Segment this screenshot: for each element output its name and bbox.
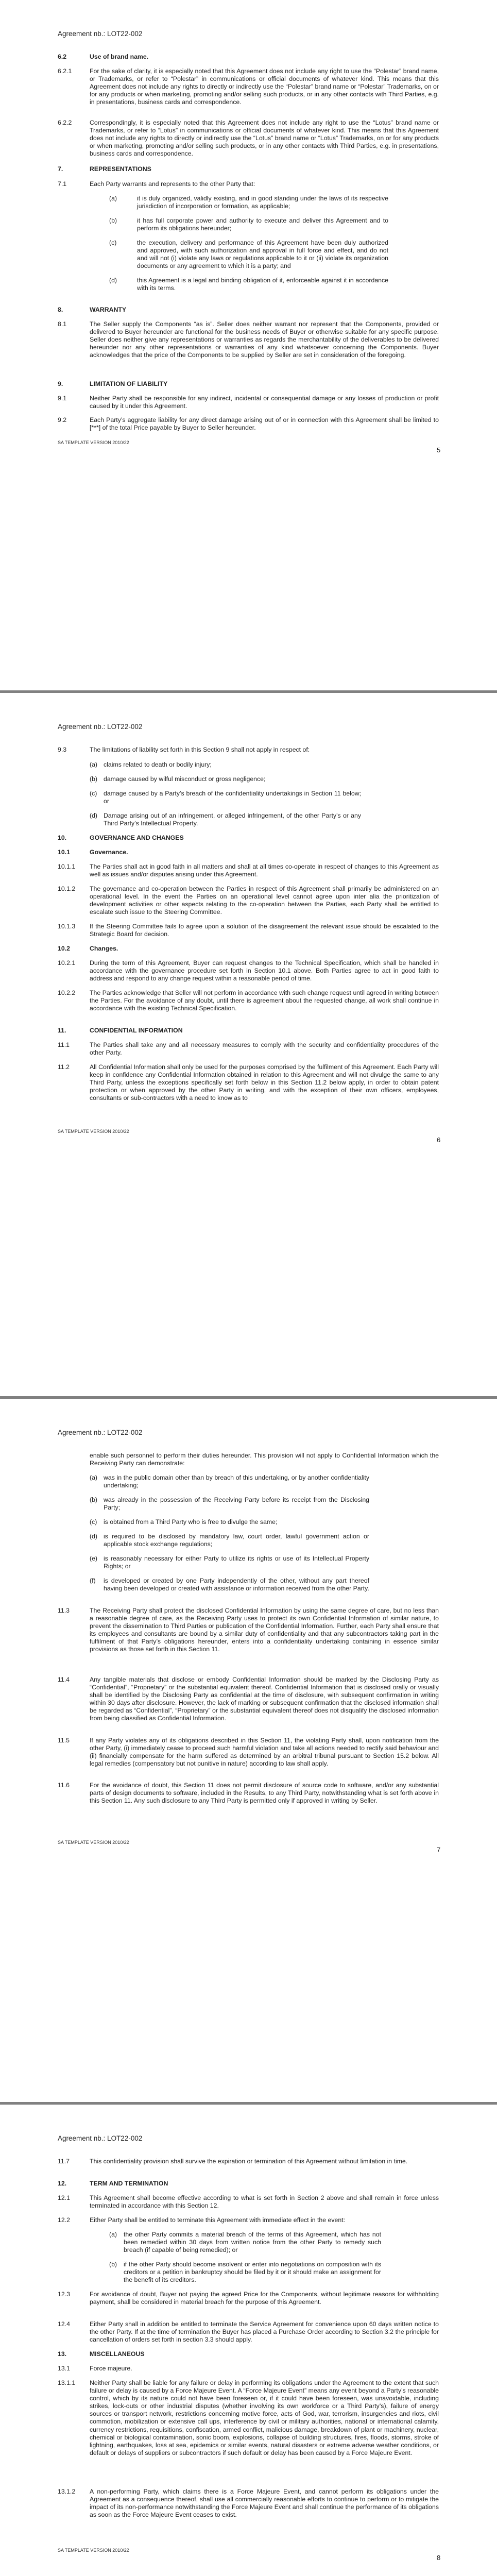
list-item-text: claims related to death or bodily injury; — [104, 761, 212, 768]
clause-text: Correspondingly, it is especially noted that this Agreement does not include any right to use the “Lotus” brand name or Trademarks, or refer to “Lotus” in communications or official documents of whatever kind. This means that this Agreement does not include any rights to directly or indirectly use the “Lotus” brand name or “Lotus” Trademarks, on or for any products or when marketing, promoting and/or selling such products, or in any other contacts with Third Parties, e.g. in presentations, business cards and correspondence. — [90, 119, 439, 158]
section-number: 8. — [58, 306, 63, 313]
section-number: 6.2 — [58, 53, 67, 60]
clause-text: The Parties acknowledge that Seller will not perform in accordance with such change request until agreed in writing between the Parties. For the avoidance of any doubt, until there is agreement about the requested change, all work shall continue in accordance with the existing Technical Specification. — [90, 989, 439, 1012]
section-number: 7.1 — [58, 180, 67, 188]
section-heading: Governance. — [90, 849, 128, 856]
list-marker: (a) — [90, 1474, 98, 1481]
section-number: 11.5 — [58, 1737, 70, 1744]
list-item-text: is developed or created by one Party independently of the other, without any part thereof having been developed or created with assistance or information received from the other Party. — [104, 1577, 369, 1592]
section-number: 12.2 — [58, 2216, 70, 2224]
list-marker: (d) — [90, 812, 98, 819]
section-heading: Use of brand name. — [90, 53, 149, 60]
clause-text: enable such personnel to perform their duties hereunder. This provision will not apply to Confidential Information which the Receiving Party can demonstrate: — [90, 1452, 439, 1467]
clause-text: The governance and co-operation between the Parties in respect of this Agreement shall primarily be administered on an operational level. In the event the Parties on an operational level cannot agree upon inter alia the prioritization of development activities or other aspects relating to the co-operation between the Parties, each Party shall be entitled to escalate such issue to the Steering Committee. — [90, 885, 439, 916]
clause-text: A non-performing Party, which claims there is a Force Majeure Event, and cannot perform its obligations under the Agreement as a consequence thereof, shall use all commercially reasonable efforts to continue to perform or to mitigate the impact of its non-performance notwithstanding the Force Majeure Event and shall continue the performance of its obligations as soon as the Force Majeure Event ceases to exist. — [90, 2488, 439, 2519]
clause-text: The Receiving Party shall protect the disclosed Confidential Information by using the same degree of care, but no less than a reasonable degree of care, as the Receiving Party uses to protect its own Confidential Information of similar nature, to prevent the dissemination to Third Parties or publication of the Confidential Information. Further, each Party shall ensure that its employees and consultants are bound by a similar duty of confidentiality and that any subcontractors taking part in the fulfilment of that Party’s obligations hereunder, enters into a confidentiality undertaking containing in essence similar provisions as those set forth in this Section 11. — [90, 1607, 439, 1653]
clause-text: Neither Party shall be responsible for any indirect, incidental or consequential damage or any losses of production or profit caused by it under this Agreement. — [90, 395, 439, 410]
list-item-text: was already in the possession of the Receiving Party before its receipt from the Disclosing Party; — [104, 1496, 369, 1512]
section-number: 9. — [58, 380, 63, 387]
section-heading: TERM AND TERMINATION — [90, 2180, 168, 2187]
clause-text: The Parties shall act in good faith in all matters and shall at all times co-operate in respect of changes to this Agreement as well as issues and/or disputes arising under this Agreement. — [90, 863, 439, 878]
list-marker: (d) — [90, 1533, 98, 1540]
list-item-text: damage caused by a Party’s breach of the confidentiality undertakings in Section 11 below; or — [104, 790, 361, 805]
section-number: 10.1.3 — [58, 923, 76, 930]
section-number: 13.1.2 — [58, 2488, 76, 2495]
section-heading: GOVERNANCE AND CHANGES — [90, 834, 184, 841]
section-number: 11.4 — [58, 1676, 70, 1683]
section-number: 6.2.1 — [58, 67, 72, 75]
section-number: 11.6 — [58, 1782, 70, 1789]
section-number: 10. — [58, 834, 67, 841]
clause-text: For the avoidance of doubt, this Section 11 does not permit disclosure of source code to software, and/or any substantial parts of design documents to software, included in the Results, to any Third Party, notwithstanding what is set forth above in this Section 11. Any such disclosure to any Third Party is permitted only if approved in writing by Seller. — [90, 1782, 439, 1805]
list-item-text: is obtained from a Third Party who is free to divulge the same; — [104, 1518, 278, 1526]
list-marker: (b) — [90, 1496, 98, 1503]
list-marker: (a) — [109, 2231, 117, 2238]
document-page — [0, 0, 497, 690]
list-marker: (e) — [90, 1555, 98, 1562]
section-number: 11.1 — [58, 1041, 70, 1048]
section-heading: MISCELLANEOUS — [90, 2350, 145, 2358]
clause-text: If the Steering Committee fails to agree upon a solution of the disagreement the relevant issue should be escalated to the Strategic Board for decision. — [90, 923, 439, 938]
list-marker: (c) — [90, 790, 97, 797]
section-number: 12.4 — [58, 2320, 70, 2328]
agreement-number-header: Agreement nb.: LOT22-002 — [58, 723, 143, 731]
template-version-footer: SA TEMPLATE VERSION 2010/22 — [58, 2548, 129, 2553]
section-number: 13.1 — [58, 2365, 70, 2372]
list-item-text: is reasonably necessary for either Party to utilize its rights or use of its Intellectual Property Rights; or — [104, 1555, 369, 1570]
clause-text: If any Party violates any of its obligations described in this Section 11, the violating Party shall, upon notification from the other Party, (i) immediately cease to proceed such harmful violation and take all actions needed to rectify said behaviour and (ii) financially compensate for the harm suffered as determined by an arbitral tribunal pursuant to Section 15.2 below. All legal remedies (compensatory but not punitive in nature) according to law shall apply. — [90, 1737, 439, 1768]
section-number: 11.7 — [58, 2158, 70, 2165]
clause-text: The Seller supply the Components “as is”. Seller does neither warrant nor represent that the Components, provided or delivered to Buyer hereunder are functional for the business needs of Buyer or otherwise suitable for any specific purpose. Seller does neither give any representations or warranties as regards the merchantability of the deliverables to be delivered hereunder nor any other representations or warranties of any kind whatsoever concerning the Components. Buyer acknowledges that the price of the Components to be supplied by Seller are set in consideration of the foregoing. — [90, 320, 439, 359]
clause-text: All Confidential Information shall only be used for the purposes comprised by the fulfilment of this Agreement. Each Party will keep in confidence any Confidential Information obtained in relation to this Agreement and will not divulge the same to any Third Party, unless the exceptions specifically set forth below in this Section 11.2 below apply, in order to obtain patent protection or when approved by the other Party in writing, and with the exception of their own officers, employees, consultants or sub-contractors with a need to know as to — [90, 1063, 439, 1102]
section-number: 10.1.1 — [58, 863, 76, 870]
section-heading: REPRESENTATIONS — [90, 165, 151, 173]
list-marker: (a) — [90, 761, 98, 768]
clause-text: Each Party’s aggregate liability for any direct damage arising out of or in connection with this Agreement shall be limited to [***] of the total Price payable by Buyer to Seller hereunder. — [90, 416, 439, 432]
section-heading: WARRANTY — [90, 306, 127, 313]
section-number: 13. — [58, 2350, 67, 2358]
clause-text: This Agreement shall become effective according to what is set forth in Section 2 above and shall remain in force unless terminated in accordance with this Section 12. — [90, 2194, 439, 2210]
agreement-number-header: Agreement nb.: LOT22-002 — [58, 30, 143, 38]
section-number: 7. — [58, 165, 63, 173]
clause-text: For the sake of clarity, it is especially noted that this Agreement does not include any right to use the “Polestar” brand name, or Trademarks, or refer to “Polestar” in communications or official documents of whatever kind. This means that this Agreement does not include any rights to directly or indirectly use the “Polestar” brand name or “Polestar” Trademarks, on or for any products or when marketing, promoting and/or selling such products, or in any other contacts with Third Parties, e.g. in presentations, business cards and correspondence. — [90, 67, 439, 106]
page-number: 7 — [437, 1846, 441, 1854]
list-marker: (c) — [109, 239, 117, 246]
section-heading: Changes. — [90, 945, 118, 952]
list-item-text: it is duly organized, validly existing, and in good standing under the laws of its respective jurisdiction of incorporation or formation, as applicable; — [137, 195, 388, 210]
section-number: 11. — [58, 1027, 66, 1034]
section-number: 8.1 — [58, 320, 67, 328]
template-version-footer: SA TEMPLATE VERSION 2010/22 — [58, 1840, 129, 1845]
list-item-text: was in the public domain other than by breach of this undertaking, or by another confidentiality undertaking; — [104, 1474, 369, 1489]
document-page — [0, 1399, 497, 2102]
section-number: 9.1 — [58, 395, 67, 402]
list-item-text: it has full corporate power and authority to execute and deliver this Agreement and to perform its obligations hereunder; — [137, 217, 388, 232]
section-number: 12. — [58, 2180, 67, 2187]
section-number: 12.3 — [58, 2291, 70, 2298]
list-item-text: the other Party commits a material breach of the terms of this Agreement, which has not been remedied within 30 days from written notice from the other Party to remedy such breach (if capable of being remedied); or — [124, 2231, 381, 2254]
section-number: 6.2.2 — [58, 119, 72, 126]
clause-text: For avoidance of doubt, Buyer not paying the agreed Price for the Components, without legitimate reasons for withholding payment, shall be considered in material breach for the purpose of this Agreement. — [90, 2291, 439, 2306]
template-version-footer: SA TEMPLATE VERSION 2010/22 — [58, 1129, 129, 1134]
clause-text: Neither Party shall be liable for any failure or delay in performing its obligations under the Agreement to the extent that such failure or delay is caused by a Force Majeure Event. A “Force Majeure Event” means any event beyond a Party’s reasonable control, which by its nature could not have been foreseen or, if it could have been foreseen, was unavoidable, including strikes, lock-outs or other industrial disputes (whether involving its own workforce or a Third Party’s), failure of energy sources or transport network, restrictions concerning motive force, acts of God, war, terrorism, insurgencies and riots, civil commotion, mobilization or extensive call ups, interference by civil or military authorities, national or international calamity, currency restrictions, requisitions, confiscation, armed conflict, malicious damage, breakdown of plant or machinery, nuclear, chemical or biological contamination, sonic boom, explosions, collapse of building structures, fires, floods, storms, stroke of lightning, earthquakes, loss at sea, epidemics or similar events, natural disasters or extreme adverse weather conditions, or default or delays of suppliers or subcontractors if such default or delay has been caused by a Force Majeure Event. — [90, 2379, 439, 2456]
list-marker: (b) — [109, 2261, 117, 2268]
clause-text: Either Party shall in addition be entitled to terminate the Service Agreement for convenience upon 60 days written notice to the other Party. If at the time of termination the Buyer has placed a Purchase Order according to Section 3.2 the principle for cancellation of orders set forth in section 3.3 should apply. — [90, 2320, 439, 2344]
section-number: 10.2.2 — [58, 989, 76, 996]
section-heading: Force majeure. — [90, 2365, 132, 2372]
list-marker: (c) — [90, 1518, 97, 1526]
section-number: 9.3 — [58, 746, 67, 753]
template-version-footer: SA TEMPLATE VERSION 2010/22 — [58, 440, 129, 445]
section-number: 10.2 — [58, 945, 70, 952]
page-number: 8 — [437, 2554, 441, 2562]
section-number: 11.3 — [58, 1607, 70, 1614]
section-number: 11.2 — [58, 1063, 70, 1071]
list-item-text: Damage arising out of an infringement, or alleged infringement, of the other Party’s or any Third Party’s Intellectual Property. — [104, 812, 361, 827]
document-page — [0, 2105, 497, 2576]
section-number: 10.1 — [58, 849, 70, 856]
section-number: 10.2.1 — [58, 959, 76, 967]
agreement-number-header: Agreement nb.: LOT22-002 — [58, 1429, 143, 1436]
list-marker: (d) — [109, 277, 117, 284]
list-marker: (b) — [109, 217, 117, 224]
clause-text: Any tangible materials that disclose or embody Confidential Information should be marked by the Disclosing Party as “Confidential”, “Proprietary” or the substantial equivalent thereof. Confidential Information that is disclosed orally or visually shall be identified by the Disclosing Party as confidential at the time of disclosure, with subsequent confirmation in writing within 30 days after disclosure. However, the lack of marking or subsequent confirmation that the disclosed information shall be regarded as “Confidential”, “Proprietary” or the substantial equivalent thereof does not disqualify the disclosed information from being classified as Confidential Information. — [90, 1676, 439, 1722]
clause-text: During the term of this Agreement, Buyer can request changes to the Technical Specification, which shall be handled in accordance with the governance procedure set forth in Section 10.1 above. Both Parties agree to act in good faith to address and respond to any change request within a reasonable period of time. — [90, 959, 439, 982]
list-item-text: if the other Party should become insolvent or enter into negotiations on composition with its creditors or a petition in bankruptcy should be filed by it or it should make an assignment for the benefit of its creditors. — [124, 2261, 381, 2284]
list-item-text: the execution, delivery and performance of this Agreement have been duly authorized and approved, with such authorization and approval in full force and effect, and do not and will not (i) violate any laws or regulations applicable to it or (ii) violate its organization documents or any agreement to which it is a party; and — [137, 239, 388, 270]
list-item-text: damage caused by wilful misconduct or gross negligence; — [104, 775, 266, 783]
clause-text: The Parties shall take any and all necessary measures to comply with the security and confidentiality procedures of the other Party. — [90, 1041, 439, 1057]
page-number: 6 — [437, 1136, 441, 1144]
section-number: 10.1.2 — [58, 885, 76, 892]
list-marker: (a) — [109, 195, 117, 202]
section-heading: CONFIDENTIAL INFORMATION — [90, 1027, 183, 1034]
list-marker: (f) — [90, 1577, 96, 1584]
list-item-text: is required to be disclosed by mandatory law, court order, lawful government action or applicable stock exchange regulations; — [104, 1533, 369, 1548]
section-number: 12.1 — [58, 2194, 70, 2201]
section-number: 13.1.1 — [58, 2379, 76, 2386]
document-page — [0, 693, 497, 1396]
clause-text: Each Party warrants and represents to the other Party that: — [90, 180, 255, 188]
clause-text: This confidentiality provision shall survive the expiration or termination of this Agreement without limitation in time. — [90, 2158, 408, 2165]
page-number: 5 — [437, 446, 441, 454]
section-number: 9.2 — [58, 416, 67, 423]
clause-text: The limitations of liability set forth in this Section 9 shall not apply in respect of: — [90, 746, 310, 753]
list-marker: (b) — [90, 775, 98, 783]
section-heading: LIMITATION OF LIABILITY — [90, 380, 168, 387]
agreement-number-header: Agreement nb.: LOT22-002 — [58, 2134, 143, 2142]
list-item-text: this Agreement is a legal and binding obligation of it, enforceable against it in accordance with its terms. — [137, 277, 388, 292]
clause-text: Either Party shall be entitled to terminate this Agreement with immediate effect in the event: — [90, 2216, 346, 2224]
